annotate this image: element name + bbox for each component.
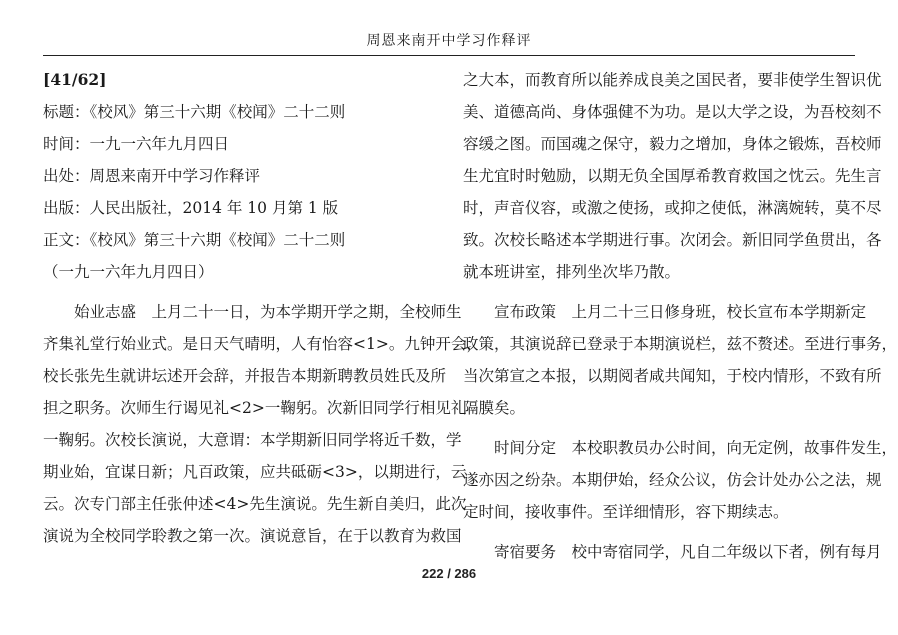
meta-body-title-line: 正文：《校风》第三十六期《校闻》二十二则	[43, 231, 346, 249]
text-line: 就本班讲室，排列坐次毕乃散。	[463, 263, 681, 281]
paragraph-opening-ceremony	[43, 296, 462, 328]
text-line: 时间分定 本校职教员办公时间，向无定例，故事件发生，	[494, 439, 898, 457]
meta-time-line: 时间：一九一六年九月四日	[43, 135, 230, 153]
text-line: 隔膜矣。	[463, 399, 526, 417]
paragraph-boarding	[463, 536, 882, 568]
text-line: 云。次专门部主任张仲述<4>先生演说。先生新自美归，此次	[43, 495, 467, 513]
text-line: 遂亦因之纷杂。本期伊始，经众公议，仿会计处办公之法，规	[463, 471, 882, 489]
page-number: 222 / 286	[421, 566, 477, 581]
text-line: 始业志盛 上月二十一日，为本学期开学之期，全校师生	[74, 303, 462, 321]
text-line: 一鞠躬。次校长演说，大意谓：本学期新旧同学将近千数，学	[43, 431, 462, 449]
text-line: 校长张先生就讲坛述开会辞，并报告本期新聘教员姓氏及所	[43, 367, 447, 385]
text-line: 时，声音仪容，或激之使扬，或抑之使低，淋漓婉转，莫不尽	[463, 199, 882, 217]
meta-date-line: （一九一六年九月四日）	[43, 263, 214, 281]
text-line: 之大本，而教育所以能养成良美之国民者，要非使学生智识优	[463, 71, 882, 89]
meta-title-line: 标题：《校风》第三十六期《校闻》二十二则	[43, 103, 346, 121]
text-line: 担之职务。次师生行谒见礼<2>一鞠躬。次新旧同学行相见礼	[43, 399, 467, 417]
paragraph-office-hours	[463, 432, 898, 528]
text-line: 美、道德高尚、身体强健不为功。是以大学之设，为吾校刻不	[463, 103, 882, 121]
text-line: 致。次校长略述本学期进行事。次闭会。新旧同学鱼贯出，各	[463, 231, 882, 249]
meta-publisher-line: 出版：人民出版社，2014 年 10 月第 1 版	[43, 199, 339, 217]
text-line: 生尤宜时时勉励，以期无负全国厚希教育救国之忱云。先生言	[463, 167, 882, 185]
page-index-label: [41/62]	[43, 70, 107, 89]
text-line: 容缓之图。而国魂之保守，毅力之增加，身体之锻炼，吾校师	[463, 135, 882, 153]
text-line: 寄宿要务 校中寄宿同学，凡自二年级以下者，例有每月	[494, 543, 882, 561]
text-line: 齐集礼堂行始业式。是日天气晴明，人有怡容<1>。九钟开会，	[43, 335, 482, 353]
left-column	[43, 64, 482, 552]
text-line: 定时间，接收事件。至详细情形，容下期续志。	[463, 503, 789, 521]
text-line: 宣布政策 上月二十三日修身班，校长宣布本学期新定	[494, 303, 867, 321]
text-line: 期业始，宜谋日新；凡百政策，应共砥砺<3>，以期进行，云	[43, 463, 467, 481]
paragraph-policy	[463, 296, 898, 424]
text-line: 演说为全校同学聆教之第一次。演说意旨，在于以教育为救国	[43, 527, 462, 545]
meta-source-line: 出处：周恩来南开中学习作释评	[43, 167, 261, 185]
right-column	[463, 64, 898, 568]
text-line: 政策，其演说辞已登录于本期演说栏，兹不赘述。至进行事务，	[463, 335, 898, 353]
header-divider	[43, 55, 855, 56]
text-line: 当次第宣之本报，以期阅者咸共闻知，于校内情形，不致有所	[463, 367, 882, 385]
page-header-title: 周恩来南开中学习作释评	[366, 33, 532, 49]
